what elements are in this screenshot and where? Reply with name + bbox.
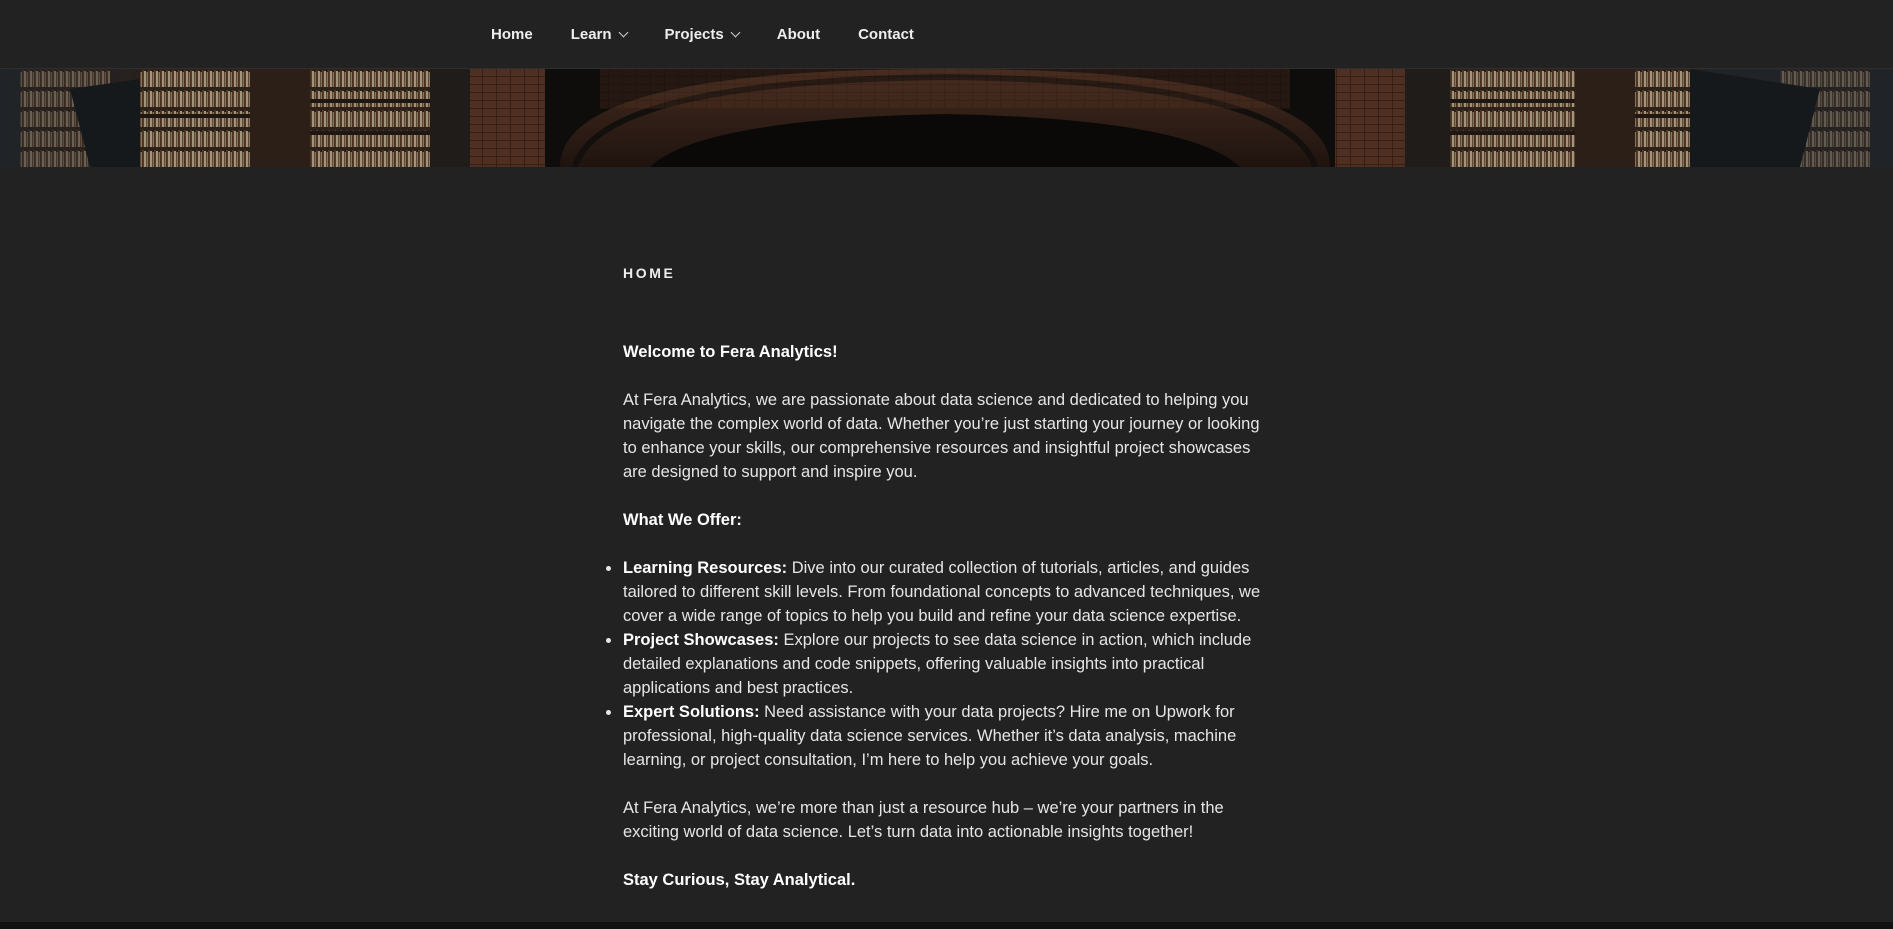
- page-title: HOME: [623, 265, 676, 281]
- list-item-learning-resources: [623, 556, 1263, 628]
- offer-heading: [623, 508, 1263, 532]
- offer-heading-text: What We Offer:: [623, 511, 742, 529]
- nav-item-projects[interactable]: [646, 26, 758, 43]
- nav-item-learn[interactable]: [552, 26, 646, 43]
- nav-item-about[interactable]: [758, 26, 839, 43]
- nav-menu: [472, 0, 933, 68]
- nav-item-contact[interactable]: [839, 26, 933, 43]
- offer-text: Explore our projects to see data science in action, which include detailed explanations and code snippets, offering valuable insights into practical applications and best practices.: [623, 631, 1252, 697]
- tagline-text: Stay Curious, Stay Analytical.: [623, 871, 856, 889]
- nav-item-label: Learn: [570, 25, 612, 43]
- nav-item-label: Contact: [858, 25, 914, 43]
- list-item-project-showcases: [623, 628, 1263, 700]
- welcome-text: Welcome to Fera Analytics!: [623, 343, 838, 361]
- nav-item-label: Home: [491, 25, 533, 43]
- offer-text: Dive into our curated collection of tutorials, articles, and guides tailored to different skill levels. From foundational concepts to advanced techniques, we cover a wide range of topics to help you build and refine your data science expertise.: [623, 559, 1261, 625]
- tagline: [623, 868, 1263, 892]
- offer-list: [623, 556, 1263, 772]
- offer-text: Need assistance with your data projects? Hire me on Upwork for professional, high-quality data science services. Whether it’s data analysis, machine learning, or project consultation, I’m here to help you achieve your goals.: [623, 703, 1237, 769]
- offer-title: Learning Resources:: [623, 559, 788, 577]
- closing-paragraph: At Fera Analytics, we’re more than just a resource hub – we’re your partners in the exciting world of data science. Let’s turn data into actionable insights together!: [623, 799, 1224, 841]
- nav-item-label: Projects: [664, 25, 724, 43]
- main-content: [623, 258, 1263, 916]
- list-item-expert-solutions: [623, 700, 1263, 772]
- offer-title: Project Showcases:: [623, 631, 779, 649]
- chevron-down-icon: [730, 27, 740, 37]
- intro-paragraph: At Fera Analytics, we are passionate about data science and dedicated to helping you navigate the complex world of data. Whether you’re just starting your journey or looking to enhance your skills, our comprehensive resources and insightful project showcases are designed to support and inspire you.: [623, 391, 1260, 481]
- chevron-down-icon: [618, 27, 628, 37]
- nav-item-home[interactable]: [472, 26, 552, 43]
- top-navigation: [0, 0, 1893, 69]
- library-image: [0, 69, 1893, 167]
- header-banner-image: [0, 69, 1893, 167]
- nav-item-label: About: [776, 25, 821, 43]
- offer-title: Expert Solutions:: [623, 703, 760, 721]
- bottom-edge: [0, 922, 1893, 929]
- welcome-heading: [623, 340, 1263, 364]
